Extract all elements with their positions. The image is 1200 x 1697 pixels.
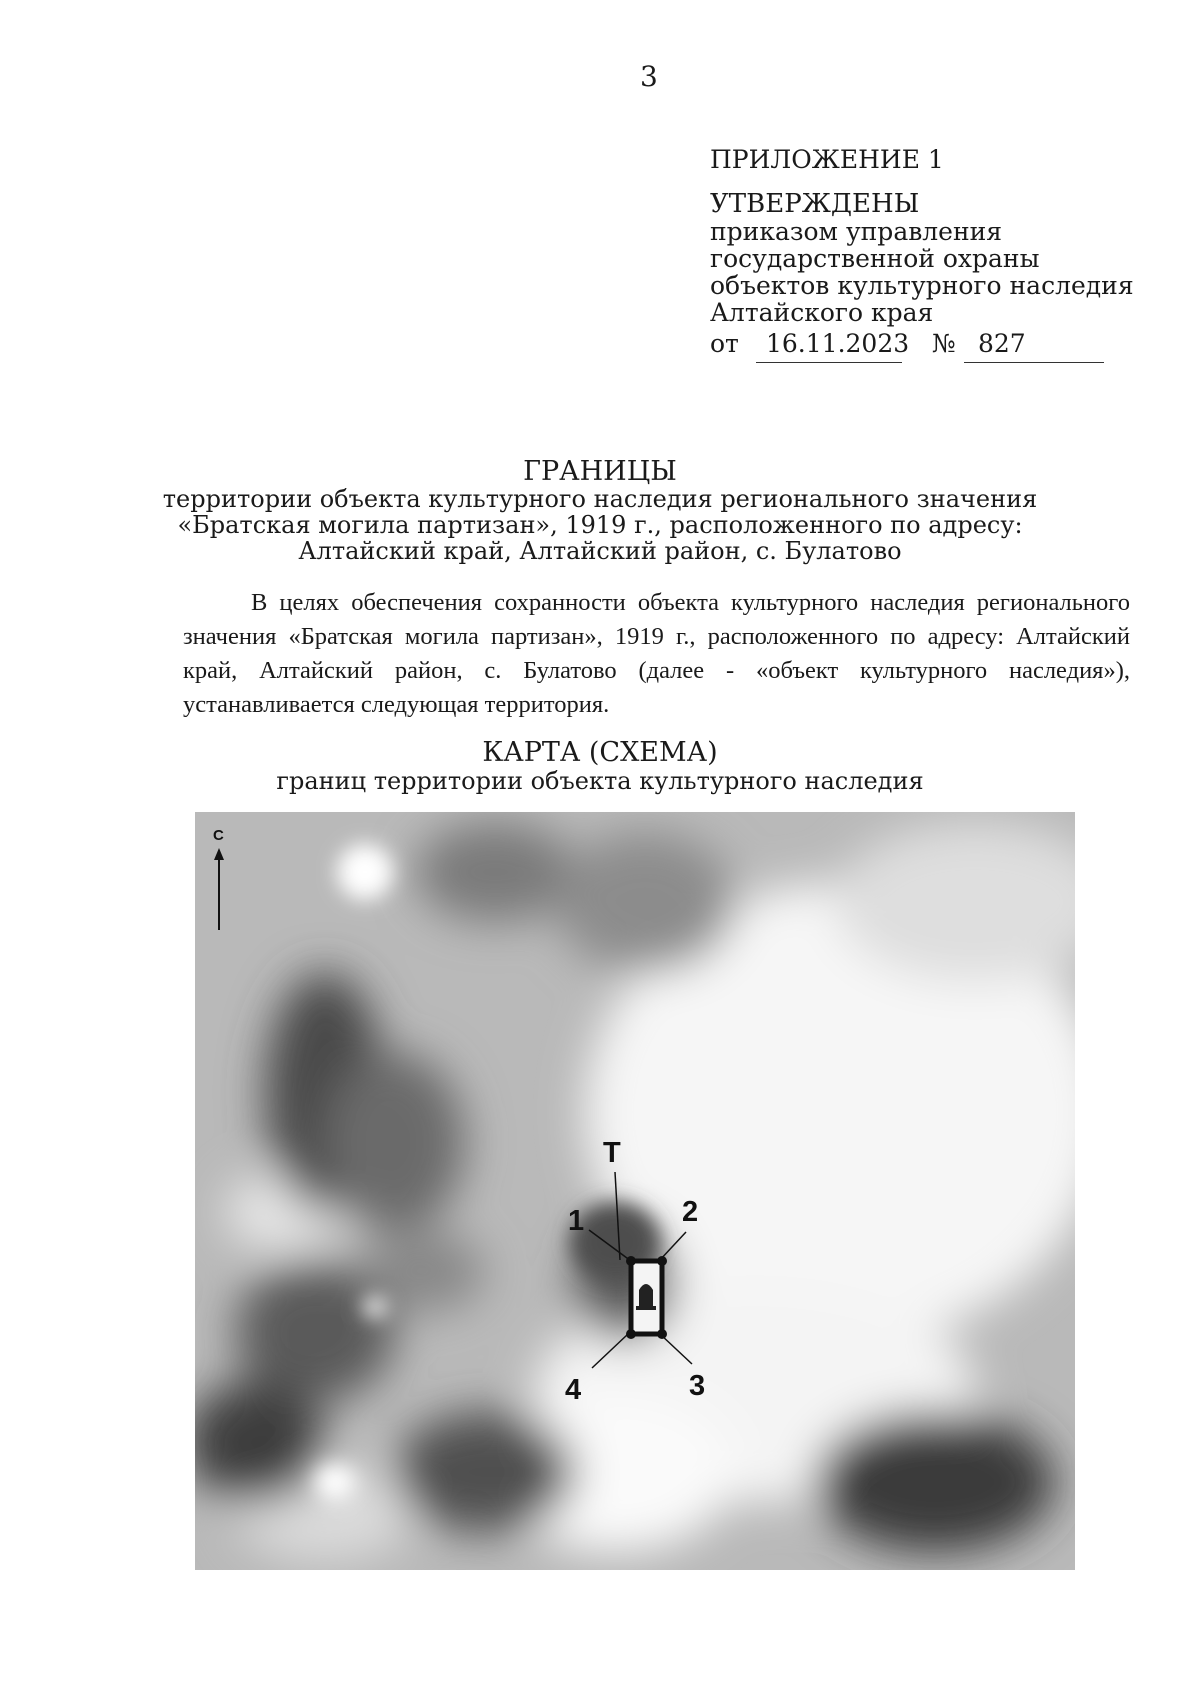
number-prefix: № <box>932 329 956 358</box>
appendix-title: ПРИЛОЖЕНИЕ 1 <box>710 145 944 174</box>
map-subtitle: границ территории объекта культурного наследия <box>276 767 924 795</box>
date-prefix: от <box>710 329 739 358</box>
boundary-point-2 <box>657 1256 667 1266</box>
subtitle-line: «Братская могила партизан», 1919 г., расположенного по адресу: <box>177 511 1023 539</box>
map-title: КАРТА (СХЕМА) <box>482 737 718 768</box>
number-underline <box>964 362 1104 363</box>
approved-label: УТВЕРЖДЕНЫ <box>710 189 920 219</box>
order-date: 16.11.2023 <box>766 329 910 358</box>
approval-line: Алтайского края <box>710 298 934 327</box>
subtitle-line: Алтайский край, Алтайский район, с. Булатово <box>298 537 902 565</box>
approval-line: государственной охраны <box>710 244 1040 273</box>
order-date-number-row <box>710 328 1140 364</box>
document-subtitle <box>0 486 1200 564</box>
date-underline <box>756 362 902 363</box>
monument-icon <box>639 1284 653 1306</box>
top-label: Т <box>603 1137 621 1169</box>
point-4-label: 4 <box>565 1374 582 1406</box>
approval-line: объектов культурного наследия <box>710 271 1134 300</box>
subtitle-line: территории объекта культурного наследия регионального значения <box>162 485 1038 513</box>
satellite-map <box>195 812 1075 1570</box>
point-1-label: 1 <box>568 1205 585 1237</box>
north-label: С <box>213 827 224 844</box>
body-paragraph: В целях обеспечения сохранности объекта культурного наследия регионального значения «Братская могила партизан», 1919 г., расположенного по адресу: Алтайский край, Алтайский район, с. Булатово (далее - «объект культурного наследия»), устанавливается следующая территория. <box>183 589 1130 718</box>
approval-line: приказом управления <box>710 217 1003 246</box>
document-title: ГРАНИЦЫ <box>523 456 677 487</box>
point-3-label: 3 <box>689 1370 706 1402</box>
boundary-point-1 <box>626 1256 636 1266</box>
monument-base <box>636 1306 656 1310</box>
page-number: 3 <box>640 60 658 93</box>
point-2-label: 2 <box>682 1196 699 1228</box>
order-number: 827 <box>978 329 1026 358</box>
boundary-point-3 <box>657 1329 667 1339</box>
boundary-point-4 <box>626 1329 636 1339</box>
approval-block <box>710 146 1140 364</box>
map-image <box>195 812 1075 1570</box>
